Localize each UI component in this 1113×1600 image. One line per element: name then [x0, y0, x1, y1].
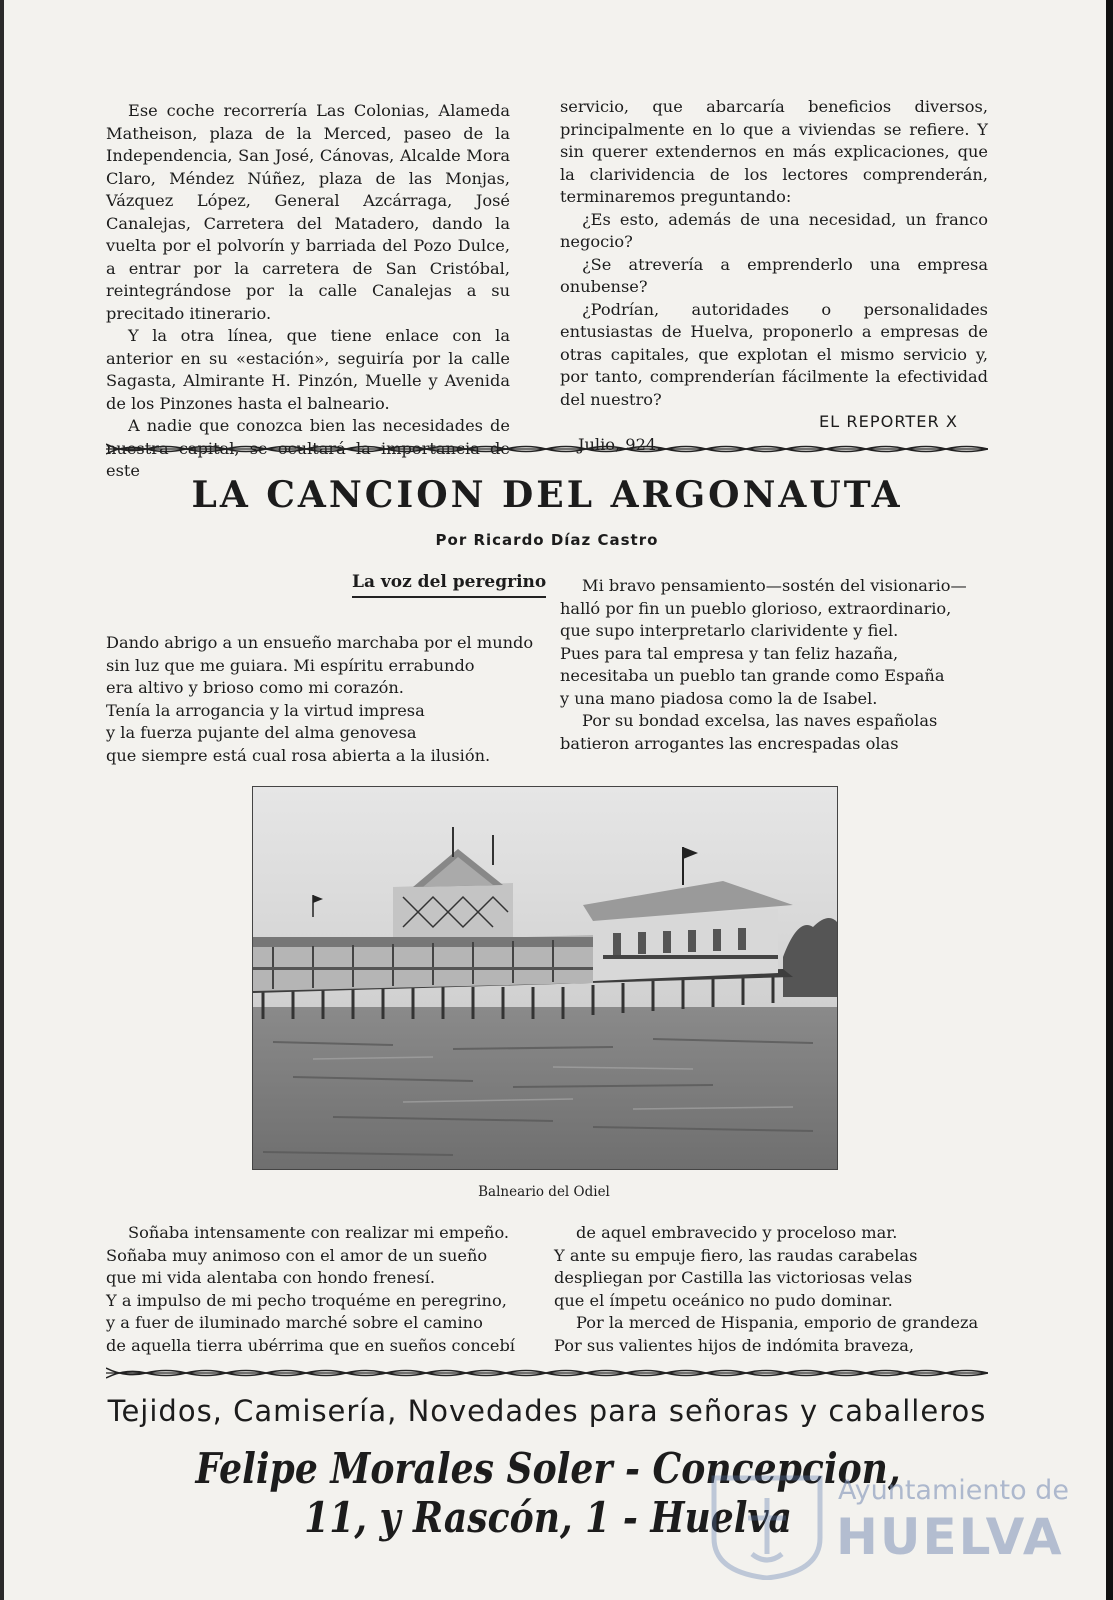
- photo-caption: Balneario del Odiel: [478, 1184, 610, 1200]
- poem-line: de aquel embravecido y proceloso mar.: [576, 1223, 898, 1242]
- poem-line: y una mano piadosa como la de Isabel.: [560, 688, 878, 708]
- poem-line: y a fuer de iluminado marché sobre el camino: [106, 1313, 483, 1332]
- poem-line: que siempre está cual rosa abierta a la ilusión.: [106, 745, 491, 765]
- poem-line: Pues para tal empresa y tan feliz hazaña,: [560, 643, 899, 663]
- poem-line: Mi bravo pensamiento—sostén del visionario—: [582, 576, 967, 595]
- article-title: LA CANCION DEL ARGONAUTA: [191, 474, 903, 516]
- watermark-line-1: Ayuntamiento de: [838, 1475, 1069, 1506]
- poem-line: necesitaba un pueblo tan grande como España: [560, 666, 945, 685]
- paragraph: ¿Podrían, autoridades o personalidades entusiastas de Huelva, proponerlo a empresas de otras capitales, que explotan el mismo servicio y, por tanto, comprenderían fácilmente la efectividad del nuestro?: [560, 299, 988, 409]
- poem-line: y la fuerza pujante del alma genovesa: [106, 723, 417, 742]
- poem-line: Tenía la arrogancia y la virtud impresa: [106, 700, 425, 720]
- poem-line: Por sus valientes hijos de indómita braveza,: [554, 1335, 914, 1355]
- poem-right-bottom: [554, 1222, 994, 1357]
- poem-right-top: [560, 575, 1000, 755]
- poem-line: que mi vida alentaba con hondo frenesí.: [106, 1268, 435, 1287]
- paragraph: ¿Es esto, además de una necesidad, un franco negocio?: [560, 209, 988, 251]
- poem-line: era altivo y brioso como mi corazón.: [106, 678, 404, 697]
- poem-line: Y ante su empuje fiero, las raudas carabelas: [554, 1245, 918, 1265]
- page-right-edge: [1106, 0, 1113, 1600]
- paragraph: Y la otra línea, que tiene enlace con la anterior en su «estación», seguiría por la calle Sagasta, Almirante H. Pinzón, Muelle y Avenida de los Pinzones hasta el balneario.: [106, 326, 510, 413]
- advert-line-1: Tejidos, Camisería, Novedades para señoras y caballeros: [107, 1394, 987, 1428]
- poem-line: Dando abrigo a un ensueño marchaba por el mundo: [106, 633, 534, 652]
- poem-line: batieron arrogantes las encrespadas olas: [560, 733, 899, 753]
- poem-line: de aquella tierra ubérrima que en sueños concebí: [106, 1335, 515, 1355]
- date: Julio, 924.: [578, 434, 662, 454]
- signature: EL REPORTER X: [818, 412, 958, 431]
- ornamental-divider: [106, 1366, 988, 1380]
- advert-line-2: Felipe Morales Soler - Concepcion, 11, y Rascón, 1 - Huelva: [195, 1444, 901, 1542]
- poem-left-bottom: [106, 1222, 546, 1357]
- top-left-column: [106, 100, 510, 483]
- poem-line: Soñaba muy animoso con el amor de un sueño: [106, 1245, 488, 1265]
- watermark-line-2: HUELVA: [836, 1508, 1064, 1566]
- poem-line: sin luz que me guiara. Mi espíritu errabundo: [106, 655, 475, 675]
- section-heading: La voz del peregrino: [352, 572, 546, 598]
- poem-line: Soñaba intensamente con realizar mi empeño.: [128, 1223, 510, 1242]
- paragraph: servicio, que abarcaría beneficios diversos, principalmente en lo que a viviendas se refiere. Y sin querer extendernos en más explicaciones, que la clarividencia de los lectores comprenderán, terminaremos preguntando:: [560, 97, 988, 206]
- ornamental-divider: [106, 442, 988, 456]
- paragraph: A nadie que conozca bien las necesidades de nuestra capital, se ocultará la importancia de este: [106, 416, 510, 480]
- poem-line: que el ímpetu oceánico no pudo dominar.: [554, 1290, 893, 1310]
- poem-line: halló por fin un pueblo glorioso, extraordinario,: [560, 598, 952, 618]
- top-right-column: [560, 96, 988, 456]
- paragraph: ¿Se atrevería a emprenderlo una empresa onubense?: [560, 254, 988, 296]
- balneario-illustration: [253, 787, 837, 1169]
- page-left-edge: [0, 0, 4, 1600]
- article-byline: Por Ricardo Díaz Castro: [435, 531, 659, 549]
- poem-line: Por la merced de Hispania, emporio de grandeza: [576, 1313, 979, 1332]
- poem-line: Y a impulso de mi pecho troquéme en peregrino,: [106, 1290, 507, 1310]
- balneario-photo: [252, 786, 838, 1170]
- poem-line: Por su bondad excelsa, las naves españolas: [582, 711, 938, 730]
- paragraph: Ese coche recorrería Las Colonias, Alameda Matheison, plaza de la Merced, paseo de la Independencia, San José, Cánovas, Alcalde Mora Claro, Méndez Núñez, plaza de las Monjas, Vázquez López, General Azcárraga, José Canalejas, Carretera del Matadero, dando la vuelta por el polvorín y barriada del Pozo Dulce, a entrar por la carretera de San Cristóbal, reintegrándose por la calle Canalejas a su precitado itinerario.: [106, 101, 510, 323]
- poem-line: despliegan por Castilla las victoriosas velas: [554, 1268, 913, 1287]
- poem-line: que supo interpretarlo clarividente y fiel.: [560, 621, 899, 640]
- poem-left-top: [106, 632, 546, 767]
